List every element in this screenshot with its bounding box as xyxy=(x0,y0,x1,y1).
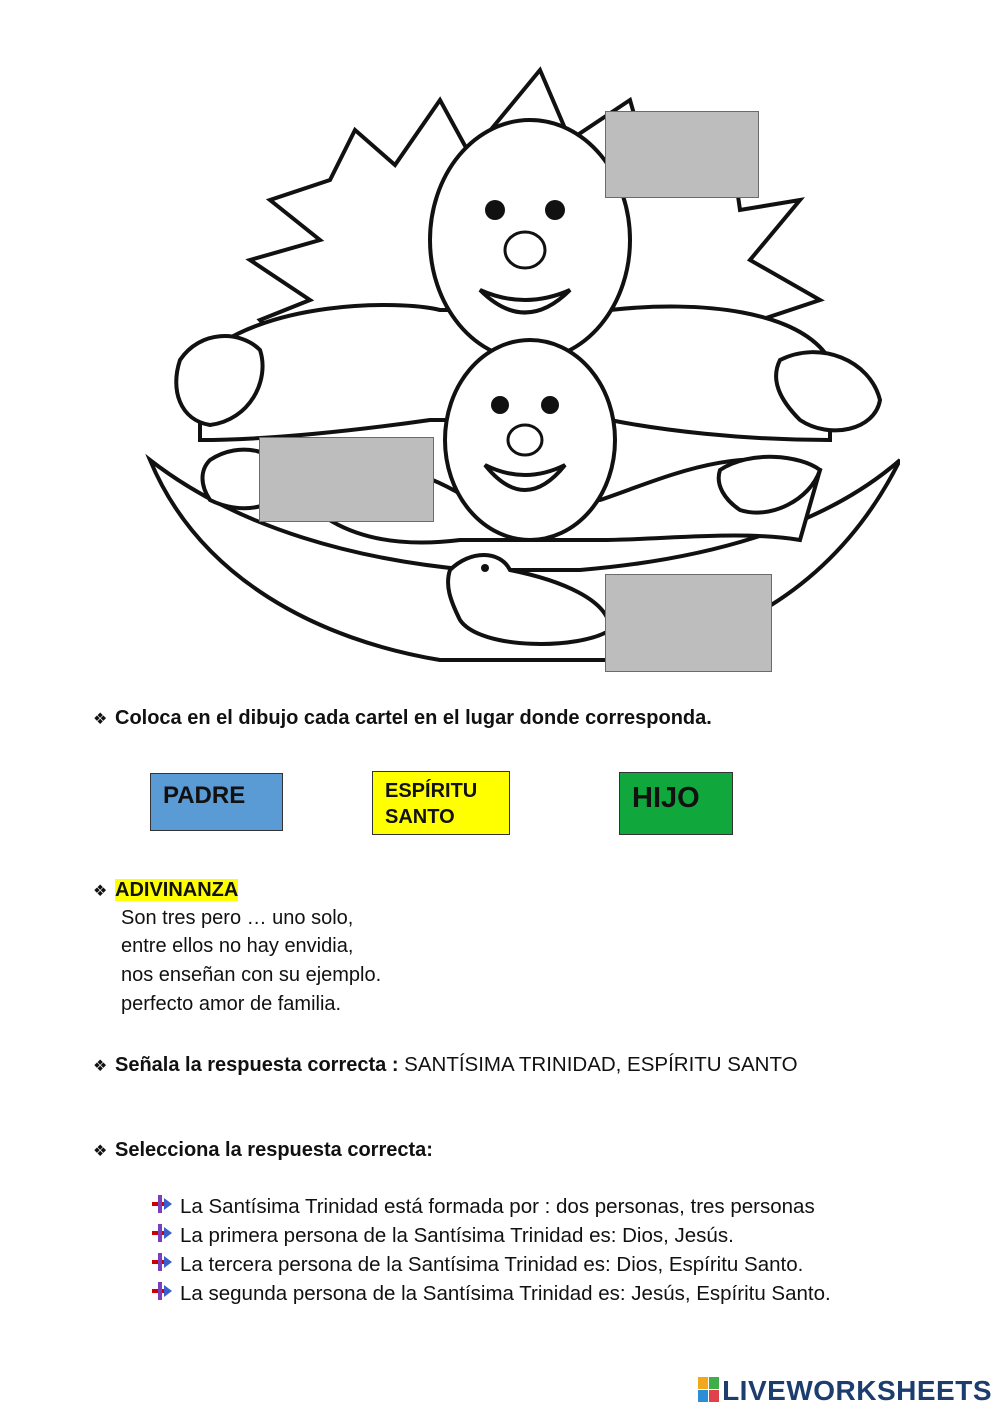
logo-text: LIVEWORKSHEETS xyxy=(722,1375,992,1406)
drop-box-top[interactable] xyxy=(605,111,759,198)
riddle-title: ADIVINANZA xyxy=(115,879,239,901)
list-item[interactable] xyxy=(152,1253,803,1277)
question-2-answers[interactable]: SANTÍSIMA TRINIDAD, ESPÍRITU SANTO xyxy=(398,1053,798,1076)
instruction-1-text: Coloca en el dibujo cada cartel en el lugar donde corresponda. xyxy=(115,707,712,729)
drop-box-middle[interactable] xyxy=(259,437,434,522)
arrow-bullet-icon xyxy=(152,1195,180,1219)
riddle-line-2: entre ellos no hay envidia, xyxy=(121,935,354,957)
arrow-bullet-icon xyxy=(152,1253,180,1277)
riddle-heading xyxy=(93,878,238,904)
diamond-bullet-icon: ❖ xyxy=(93,711,108,728)
riddle-line-3: nos enseñan con su ejemplo. xyxy=(121,964,382,986)
label-hijo-text: HIJO xyxy=(632,782,700,814)
liveworksheets-logo xyxy=(698,1375,992,1407)
question-3 xyxy=(93,1138,433,1164)
list-item-text: La segunda persona de la Santísima Trinidad es: Jesús, Espíritu Santo. xyxy=(180,1282,831,1305)
diamond-bullet-icon: ❖ xyxy=(93,1143,108,1160)
label-espiritu-text-line2: SANTO xyxy=(385,806,455,828)
question-3-title: Selecciona la respuesta correcta: xyxy=(115,1139,433,1161)
list-item-text: La tercera persona de la Santísima Trinidad es: Dios, Espíritu Santo. xyxy=(180,1253,804,1276)
list-item-text: La Santísima Trinidad está formada por : dos personas, tres personas xyxy=(180,1195,815,1218)
arrow-bullet-icon xyxy=(152,1282,180,1306)
arrow-bullet-icon xyxy=(152,1224,180,1248)
label-padre[interactable] xyxy=(150,773,283,831)
diamond-bullet-icon: ❖ xyxy=(93,883,108,900)
label-hijo[interactable] xyxy=(619,772,733,835)
list-item[interactable] xyxy=(152,1282,831,1306)
list-item-text: La primera persona de la Santísima Trinidad es: Dios, Jesús. xyxy=(180,1224,734,1247)
label-padre-text: PADRE xyxy=(163,782,246,809)
riddle-line-1: Son tres pero … uno solo, xyxy=(121,907,354,929)
riddle-line-4: perfecto amor de familia. xyxy=(121,993,342,1015)
question-2-label: Señala la respuesta correcta : xyxy=(115,1054,399,1076)
list-item[interactable] xyxy=(152,1195,815,1219)
trinity-illustration xyxy=(140,60,900,680)
question-2 xyxy=(93,1053,798,1079)
label-espiritu-text-line1: ESPÍRITU xyxy=(385,780,478,802)
label-espiritu-santo[interactable] xyxy=(372,771,510,835)
instruction-1 xyxy=(93,706,712,732)
list-item[interactable] xyxy=(152,1224,734,1248)
diamond-bullet-icon: ❖ xyxy=(93,1058,108,1075)
drop-box-bottom[interactable] xyxy=(605,574,772,672)
logo-icon xyxy=(698,1377,720,1403)
